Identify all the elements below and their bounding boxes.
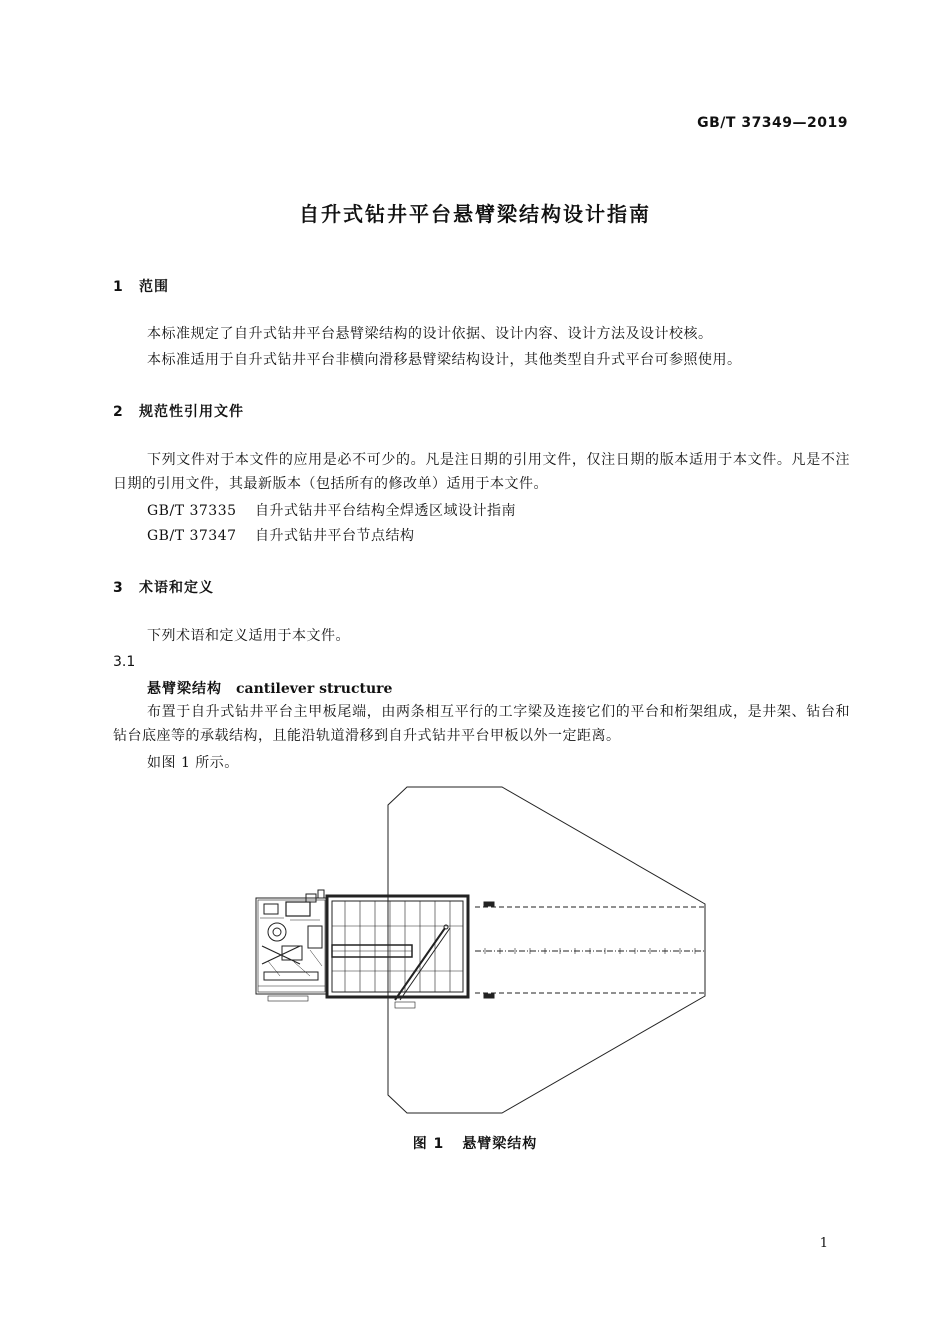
term-note: 如图 1 所示。 — [147, 755, 239, 771]
term-name — [147, 678, 392, 698]
reference-title: 自升式钻井平台节点结构 — [255, 528, 415, 544]
section-1-number: 1 — [113, 279, 124, 295]
reference-title: 自升式钻井平台结构全焊透区域设计指南 — [255, 503, 516, 519]
deck-grid — [332, 901, 463, 992]
terms-intro: 下列术语和定义适用于本文件。 — [147, 628, 350, 644]
section-3-title: 术语和定义 — [139, 580, 214, 596]
equipment-block — [264, 904, 278, 914]
equipment-block — [308, 926, 322, 948]
figure-caption-number: 图 1 — [412, 1136, 445, 1152]
figure-caption — [0, 1133, 950, 1153]
section-3-heading — [113, 577, 214, 597]
pipe-handler-joint — [444, 925, 448, 929]
term-name-zh: 悬臂梁结构 — [147, 681, 222, 697]
equipment-block — [318, 890, 324, 898]
reference-code: GB/T 37347 — [147, 528, 237, 544]
section-3-number: 3 — [113, 580, 124, 596]
cantilever-beam-frame — [327, 896, 468, 997]
equipment-block — [286, 902, 310, 916]
reference-item — [147, 499, 516, 523]
term-definition: 布置于自升式钻井平台主甲板尾端，由两条相互平行的工字梁及连接它们的平台和桁架组成，是井架、钻台和钻台底座等的承载结构，且能沿轨道滑移到自升式钻井平台甲板以外一定距离。 — [113, 704, 850, 744]
standard-number: GB/T 37349—2019 — [697, 115, 848, 131]
section-2-title: 规范性引用文件 — [139, 404, 244, 420]
cantilever-structure-figure — [250, 786, 715, 1118]
reference-code: GB/T 37335 — [147, 503, 237, 519]
drill-floor-detail — [258, 918, 325, 986]
cantilever-deck — [332, 901, 463, 992]
page-number: 1 — [819, 1236, 828, 1251]
reference-item — [147, 524, 415, 548]
document-title: 自升式钻井平台悬臂梁结构设计指南 — [299, 202, 651, 226]
figure-caption-title: 悬臂梁结构 — [462, 1136, 538, 1152]
section-2-heading — [113, 401, 244, 421]
term-number: 3.1 — [113, 654, 136, 670]
scope-paragraph-2: 本标准适用于自升式钻井平台非横向滑移悬臂梁结构设计，其他类型自升式平台可参照使用。 — [147, 352, 742, 368]
rail-label-mark — [484, 994, 494, 998]
rotary-table — [268, 923, 286, 941]
section-1-title: 范围 — [139, 279, 169, 295]
normative-refs-intro: 下列文件对于本文件的应用是必不可少的。凡是注日期的引用文件，仅注日期的版本适用于本文件。凡是不注日期的引用文件，其最新版本（包括所有的修改单）适用于本文件。 — [113, 452, 850, 492]
section-1-heading — [113, 276, 169, 296]
term-name-en: cantilever structure — [236, 681, 393, 697]
cantilever-envelope-outline — [388, 787, 705, 1113]
section-2-number: 2 — [113, 404, 124, 420]
rail-label-mark — [484, 902, 494, 906]
scope-paragraph-1: 本标准规定了自升式钻井平台悬臂梁结构的设计依据、设计内容、设计方法及设计校核。 — [147, 326, 713, 342]
